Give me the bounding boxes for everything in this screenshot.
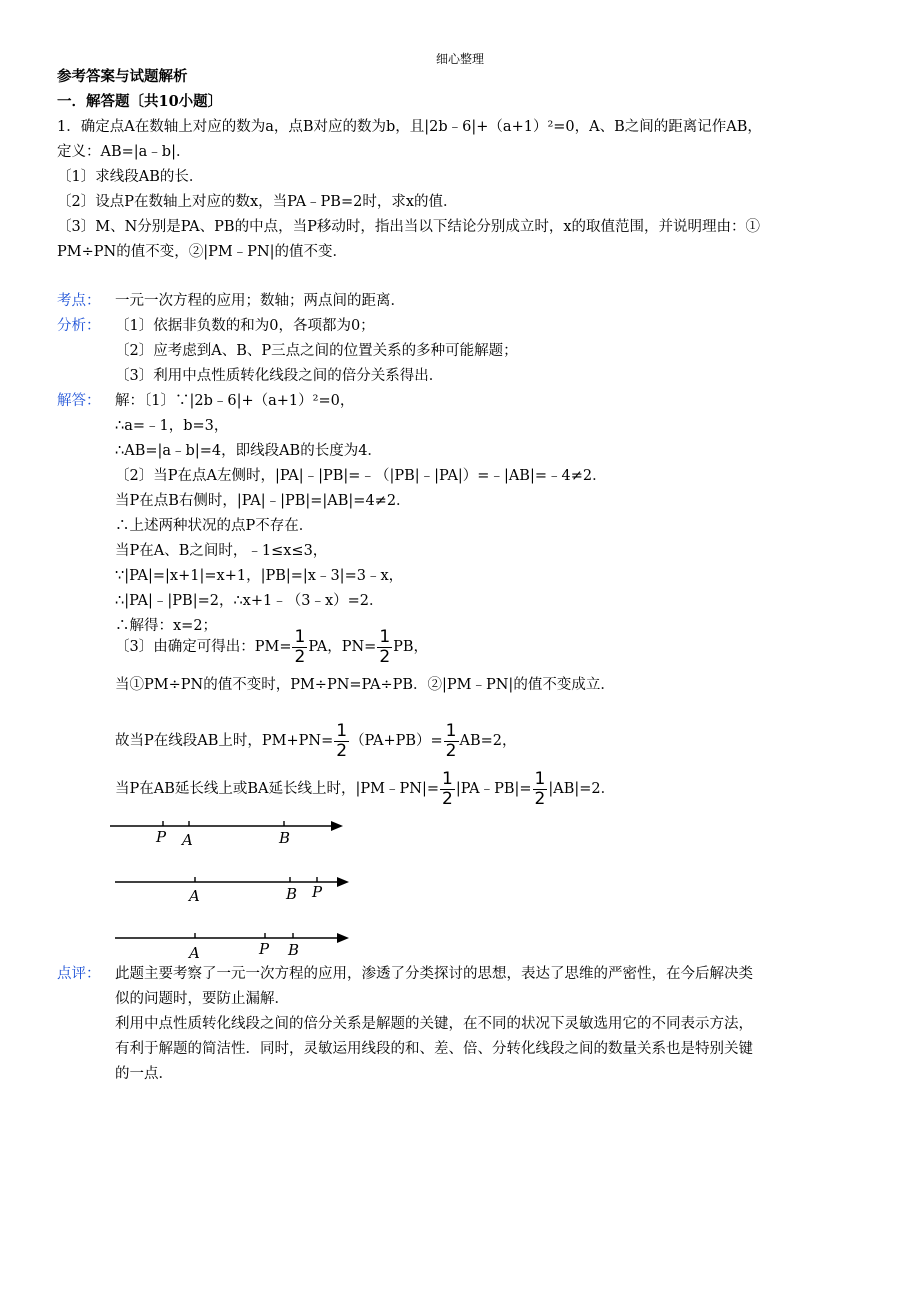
arrow-right-icon (331, 821, 343, 831)
point-label: B (286, 885, 298, 903)
solution-line: ∴AB=|a﹣b|=4，即线段AB的长度为4． (115, 443, 382, 459)
dianping-line: 此题主要考察了一元一次方程的应用，渗透了分类探讨的思想，表达了思维的严密性，在今后解决类 (115, 966, 753, 982)
solution-line: ∵|PA|=|x+1|=x+1，|PB|=|x﹣3|=3﹣x， (115, 568, 404, 584)
solution-line: 当P在点B右侧时，|PA|﹣|PB|=|AB|=4≠2． (115, 493, 411, 509)
solution-line-fractions-3: 当P在AB延长线上或BA延长线上时，|PM﹣PN|= $\frac{1}{2}$ |PA﹣PB|= $\frac{1}{2}$ |AB|=2． (115, 768, 616, 809)
fraction-one-half: $\frac{1}{2}$ (336, 720, 348, 761)
point-label: A (182, 831, 193, 849)
solution-line: 当P在A、B之间时，﹣1≤x≤3， (115, 543, 328, 559)
problem-line-2: 定义：AB=|a﹣b|． (57, 144, 191, 160)
problem-question-1: 〔1〕求线段AB的长． (57, 169, 204, 185)
dianping-line: 的一点． (115, 1066, 173, 1082)
solution-line: 当①PM÷PN的值不变时，PM÷PN=PA÷PB．②|PM﹣PN|的值不变成立． (115, 677, 615, 693)
fraction-one-half: $\frac{1}{2}$ (379, 626, 391, 667)
solution-line: 〔2〕当P在点A左侧时，|PA|﹣|PB|=﹣（|PB|﹣|PA|）=﹣|AB|=﹣4≠2． (115, 468, 607, 484)
point-label: B (279, 829, 291, 847)
fraction-one-half: $\frac{1}{2}$ (534, 768, 546, 809)
page-header: 细心整理 (435, 52, 484, 66)
problem-line-1: 1．确定点A在数轴上对应的数为a，点B对应的数为b，且|2b﹣6|+（a+1）²=0，A、B之间的距离记作AB， (57, 119, 762, 135)
answer-title: 参考答案与试题解析 (57, 68, 188, 85)
section-heading: 一．解答题〔共10小题〕 (57, 93, 223, 110)
dianping-line: 似的问题时，要防止漏解． (115, 991, 289, 1007)
solution-line: ∴上述两种状况的点P不存在． (115, 518, 314, 534)
fraction-one-half: $\frac{1}{2}$ (445, 720, 457, 761)
solution-line-fractions-1: 〔3〕由确定可得出：PM= $\frac{1}{2}$ PA，PN= $\frac{1}{2}$ PB， (115, 626, 429, 667)
fraction-one-half: $\frac{1}{2}$ (441, 768, 453, 809)
fenxi-line: 〔1〕依据非负数的和为0，各项都为0； (115, 318, 375, 334)
point-label: B (288, 941, 300, 959)
problem-question-3b: PM÷PN的值不变，②|PM﹣PN|的值不变． (57, 244, 348, 260)
kaodian-label: 考点： (57, 293, 101, 309)
kaodian-text: 一元一次方程的应用；数轴；两点间的距离． (115, 293, 405, 309)
point-label: P (156, 828, 167, 846)
arrow-right-icon (337, 877, 349, 887)
fraction-one-half: $\frac{1}{2}$ (294, 626, 306, 667)
solution-line-fractions-2: 故当P在线段AB上时，PM+PN= $\frac{1}{2}$ （PA+PB）= $\frac{1}{2}$ AB=2， (115, 720, 517, 761)
fenxi-line: 〔2〕应考虑到A、B、P三点之间的位置关系的多种可能解题； (115, 343, 518, 359)
solution-line: ∴a=﹣1，b=3， (115, 418, 229, 434)
solution-line: ∴解得：x=2； (115, 618, 218, 634)
point-label: P (312, 883, 323, 901)
arrow-right-icon (337, 933, 349, 943)
fenxi-line: 〔3〕利用中点性质转化线段之间的倍分关系得出． (115, 368, 444, 384)
number-line-diagram-2 (105, 868, 365, 916)
number-line-diagram-1 (105, 812, 365, 860)
jieda-label: 解答： (57, 393, 101, 409)
solution-line: 解：〔1〕∵|2b﹣6|+（a+1）²=0， (115, 393, 355, 409)
point-label: P (259, 940, 270, 958)
dianping-label: 点评： (57, 966, 101, 982)
problem-question-3a: 〔3〕M、N分别是PA、PB的中点，当P移动时，指出当以下结论分别成立时，x的取值范围，并说明理由：① (57, 219, 760, 235)
point-label: A (189, 887, 200, 905)
solution-line: ∴|PA|﹣|PB|=2，∴x+1﹣（3﹣x）=2． (115, 593, 384, 609)
fenxi-label: 分析： (57, 318, 101, 334)
problem-question-2: 〔2〕设点P在数轴上对应的数x，当PA﹣PB=2时，求x的值． (57, 194, 458, 210)
dianping-line: 利用中点性质转化线段之间的倍分关系是解题的关键，在不同的状况下灵敏选用它的不同表示方法， (115, 1016, 753, 1032)
point-label: A (189, 944, 200, 962)
dianping-line: 有利于解题的简洁性．同时，灵敏运用线段的和、差、倍、分转化线段之间的数量关系也是特别关键 (115, 1041, 753, 1057)
